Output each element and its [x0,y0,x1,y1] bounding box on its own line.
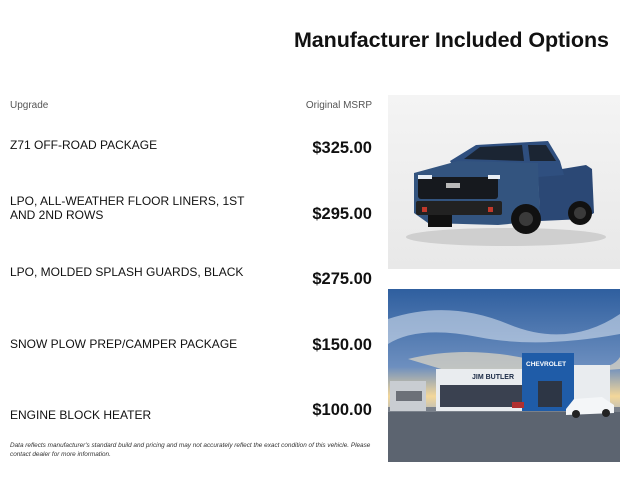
truck-photo [388,95,620,269]
msrp-column-header: Original MSRP [305,100,372,111]
option-name: LPO, ALL-WEATHER FLOOR LINERS, 1ST AND 2ND ROWS [10,194,245,222]
disclaimer: Data reflects manufacturer's standard build and pricing and may not accurately reflect the exact condition of this vehicle. Please contact dealer for more information. [10,442,371,458]
page-title: Manufacturer Included Options [294,28,609,52]
option-price: $275.00 [312,270,372,288]
option-price: $325.00 [312,139,372,157]
upgrade-column-header: Upgrade [10,100,49,111]
dealer-sign-left: JIM BUTLER [472,374,514,381]
dealer-sign-right: CHEVROLET [526,361,567,368]
option-price: $150.00 [312,336,372,354]
option-name: LPO, MOLDED SPLASH GUARDS, BLACK [10,265,244,279]
option-name: ENGINE BLOCK HEATER [10,408,152,422]
dealership-photo [388,289,620,462]
option-price: $295.00 [312,205,372,223]
option-name: SNOW PLOW PREP/CAMPER PACKAGE [10,337,238,351]
option-name: Z71 OFF-ROAD PACKAGE [10,138,158,152]
option-price: $100.00 [312,401,372,419]
